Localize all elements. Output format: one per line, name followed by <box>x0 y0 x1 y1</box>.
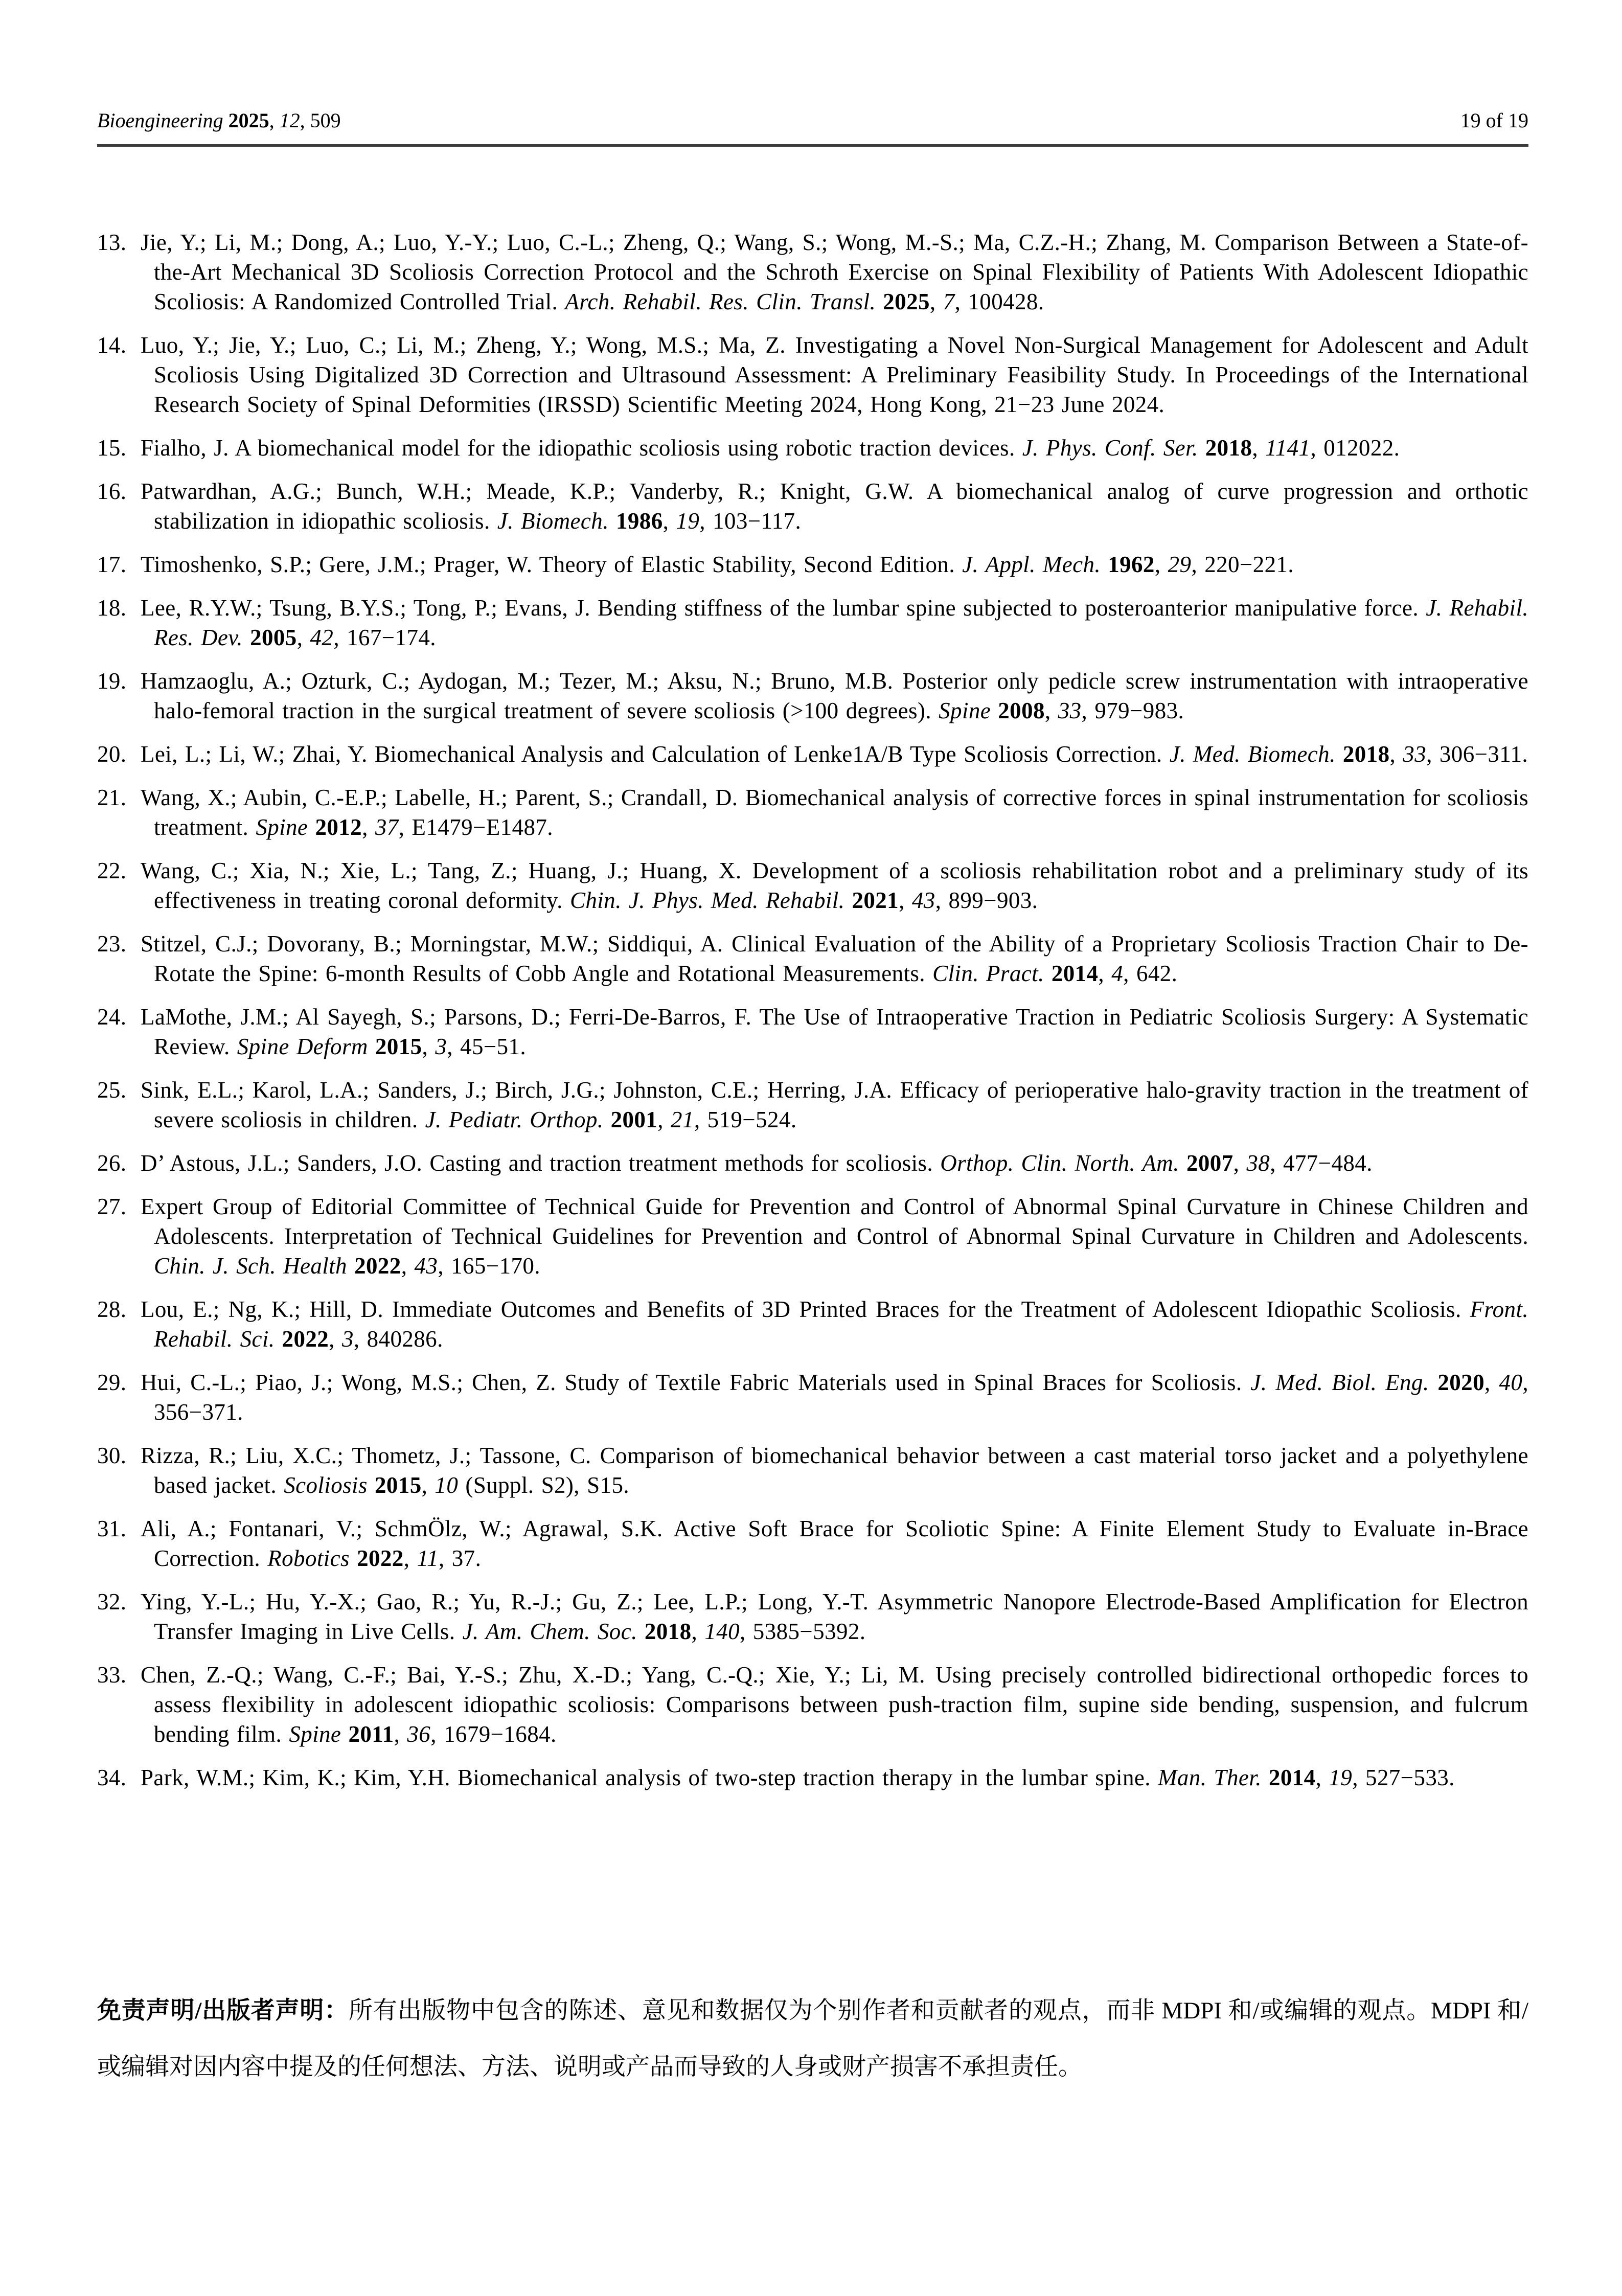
reference-item: 27. Expert Group of Editorial Committee of Technical Guide for Prevention and Control of Abnormal Spinal Curvature in Chinese Children and Adolescents. Interpretation of Technical Guidelines for Prevention and Control of Abnormal Spinal Curvature in Children and Adolescents. Chin. J. Sch. Health 2022, 43, 165−170. <box>97 1192 1528 1281</box>
reference-item: 30. Rizza, R.; Liu, X.C.; Thometz, J.; Tassone, C. Comparison of biomechanical behavior between a cast material torso jacket and a polyethylene based jacket. Scoliosis 2015, 10 (Suppl. S2), S15. <box>97 1441 1528 1500</box>
reference-number: 25. <box>97 1077 127 1103</box>
reference-item: 24. LaMothe, J.M.; Al Sayegh, S.; Parsons, D.; Ferri-De-Barros, F. The Use of Intraoperative Traction in Pediatric Scoliosis Surgery: A Systematic Review. Spine Deform 2015, 3, 45−51. <box>97 1002 1528 1061</box>
reference-number: 16. <box>97 479 127 504</box>
reference-item: 32. Ying, Y.-L.; Hu, Y.-X.; Gao, R.; Yu, R.-J.; Gu, Z.; Lee, L.P.; Long, Y.-T. Asymmetric Nanopore Electrode-Based Amplification for Electron Transfer Imaging in Live Cells. J. Am. Chem. Soc. 2018, 140, 5385−5392. <box>97 1587 1528 1646</box>
reference-number: 27. <box>97 1194 127 1219</box>
reference-item: 20. Lei, L.; Li, W.; Zhai, Y. Biomechanical Analysis and Calculation of Lenke1A/B Type Scoliosis Correction. J. Med. Biomech. 2018, 33, 306−311. <box>97 739 1528 769</box>
reference-number: 30. <box>97 1443 127 1468</box>
reference-number: 21. <box>97 785 127 810</box>
page-content <box>97 0 1528 1806</box>
references-list <box>97 228 1528 1792</box>
reference-item: 31. Ali, A.; Fontanari, V.; SchmÖlz, W.; Agrawal, S.K. Active Soft Brace for Scoliotic Spine: A Finite Element Study to Evaluate in-Brace Correction. Robotics 2022, 11, 37. <box>97 1514 1528 1573</box>
disclaimer-lead: 免责声明/出版者声明： <box>97 1997 349 2024</box>
reference-item: 18. Lee, R.Y.W.; Tsung, B.Y.S.; Tong, P.; Evans, J. Bending stiffness of the lumbar spine subjected to posteroanterior manipulative force. J. Rehabil. Res. Dev. 2005, 42, 167−174. <box>97 593 1528 652</box>
reference-item: 28. Lou, E.; Ng, K.; Hill, D. Immediate Outcomes and Benefits of 3D Printed Braces for the Treatment of Adolescent Idiopathic Scoliosis. Front. Rehabil. Sci. 2022, 3, 840286. <box>97 1294 1528 1354</box>
reference-number: 31. <box>97 1516 127 1541</box>
reference-number: 33. <box>97 1662 127 1688</box>
page-number-indicator: 19 of 19 <box>1460 109 1528 132</box>
reference-number: 19. <box>97 668 127 694</box>
reference-number: 23. <box>97 931 127 957</box>
header-rule <box>97 144 1528 147</box>
disclaimer-body: 所有出版物中包含的陈述、意见和数据仅为个别作者和贡献者的观点，而非 MDPI 和/或编辑的观点。MDPI 和/或编辑对因内容中提及的任何想法、方法、说明或产品而导致的人身或财产损害不承担责任。 <box>97 1997 1528 2080</box>
reference-number: 14. <box>97 332 127 358</box>
reference-item: 22. Wang, C.; Xia, N.; Xie, L.; Tang, Z.; Huang, J.; Huang, X. Development of a scoliosis rehabilitation robot and a preliminary study of its effectiveness in treating coronal deformity. Chin. J. Phys. Med. Rehabil. 2021, 43, 899−903. <box>97 856 1528 915</box>
journal-citation: Bioengineering 2025, 12, 509 <box>97 109 341 132</box>
reference-number: 32. <box>97 1589 127 1615</box>
reference-item: 17. Timoshenko, S.P.; Gere, J.M.; Prager, W. Theory of Elastic Stability, Second Edition. J. Appl. Mech. 1962, 29, 220−221. <box>97 550 1528 579</box>
reference-number: 28. <box>97 1297 127 1322</box>
reference-item: 34. Park, W.M.; Kim, K.; Kim, Y.H. Biomechanical analysis of two-step traction therapy in the lumbar spine. Man. Ther. 2014, 19, 527−533. <box>97 1763 1528 1792</box>
reference-number: 18. <box>97 595 127 621</box>
reference-item: 16. Patwardhan, A.G.; Bunch, W.H.; Meade, K.P.; Vanderby, R.; Knight, G.W. A biomechanical analog of curve progression and orthotic stabilization in idiopathic scoliosis. J. Biomech. 1986, 19, 103−117. <box>97 476 1528 536</box>
reference-number: 24. <box>97 1004 127 1030</box>
reference-item: 29. Hui, C.-L.; Piao, J.; Wong, M.S.; Chen, Z. Study of Textile Fabric Materials used in Spinal Braces for Scoliosis. J. Med. Biol. Eng. 2020, 40, 356−371. <box>97 1368 1528 1427</box>
reference-number: 29. <box>97 1370 127 1395</box>
reference-item: 19. Hamzaoglu, A.; Ozturk, C.; Aydogan, M.; Tezer, M.; Aksu, N.; Bruno, M.B. Posterior only pedicle screw instrumentation with intraoperative halo-femoral traction in the surgical treatment of severe scoliosis (>100 degrees). Spine 2008, 33, 979−983. <box>97 666 1528 725</box>
reference-number: 22. <box>97 858 127 883</box>
reference-number: 34. <box>97 1765 127 1790</box>
reference-number: 15. <box>97 435 127 461</box>
reference-item: 21. Wang, X.; Aubin, C.-E.P.; Labelle, H.; Parent, S.; Crandall, D. Biomechanical analysis of corrective forces in spinal instrumentation for scoliosis treatment. Spine 2012, 37, E1479−E1487. <box>97 783 1528 842</box>
reference-number: 17. <box>97 552 127 577</box>
reference-item: 14. Luo, Y.; Jie, Y.; Luo, C.; Li, M.; Zheng, Y.; Wong, M.S.; Ma, Z. Investigating a Novel Non-Surgical Management for Adolescent and Adult Scoliosis Using Digitalized 3D Correction and Ultrasound Assessment: A Preliminary Feasibility Study. In Proceedings of the International Research Society of Spinal Deformities (IRSSD) Scientific Meeting 2024, Hong Kong, 21−23 June 2024. <box>97 330 1528 419</box>
disclaimer <box>97 1983 1528 2095</box>
reference-number: 20. <box>97 741 127 767</box>
reference-item: 25. Sink, E.L.; Karol, L.A.; Sanders, J.; Birch, J.G.; Johnston, C.E.; Herring, J.A. Efficacy of perioperative halo-gravity traction in the treatment of severe scoliosis in children. J. Pediatr. Orthop. 2001, 21, 519−524. <box>97 1075 1528 1134</box>
reference-number: 13. <box>97 230 127 255</box>
reference-item: 33. Chen, Z.-Q.; Wang, C.-F.; Bai, Y.-S.; Zhu, X.-D.; Yang, C.-Q.; Xie, Y.; Li, M. Using precisely controlled bidirectional orthopedic forces to assess flexibility in adolescent idiopathic scoliosis: Comparisons between push-traction film, supine side bending, suspension, and fulcrum bending film. Spine 2011, 36, 1679−1684. <box>97 1660 1528 1749</box>
reference-number: 26. <box>97 1150 127 1176</box>
reference-item: 13. Jie, Y.; Li, M.; Dong, A.; Luo, Y.-Y.; Luo, C.-L.; Zheng, Q.; Wang, S.; Wong, M.-S.; Ma, C.Z.-H.; Zhang, M. Comparison Between a State-of-the-Art Mechanical 3D Scoliosis Correction Protocol and the Schroth Exercise on Spinal Flexibility of Patients With Adolescent Idiopathic Scoliosis: A Randomized Controlled Trial. Arch. Rehabil. Res. Clin. Transl. 2025, 7, 100428. <box>97 228 1528 316</box>
reference-item: 26. D’ Astous, J.L.; Sanders, J.O. Casting and traction treatment methods for scoliosis. Orthop. Clin. North. Am. 2007, 38, 477−484. <box>97 1148 1528 1178</box>
page-header <box>97 0 1528 132</box>
reference-item: 23. Stitzel, C.J.; Dovorany, B.; Morningstar, M.W.; Siddiqui, A. Clinical Evaluation of the Ability of a Proprietary Scoliosis Traction Chair to De-Rotate the Spine: 6-month Results of Cobb Angle and Rotational Measurements. Clin. Pract. 2014, 4, 642. <box>97 929 1528 988</box>
reference-item: 15. Fialho, J. A biomechanical model for the idiopathic scoliosis using robotic traction devices. J. Phys. Conf. Ser. 2018, 1141, 012022. <box>97 433 1528 463</box>
